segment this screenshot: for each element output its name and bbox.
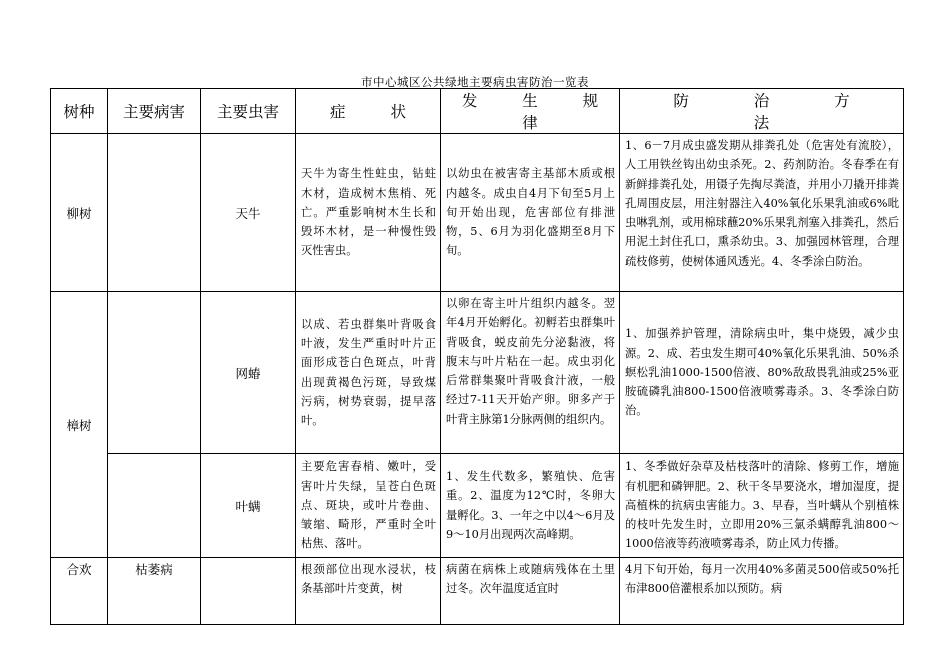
species-cell: 柳树 [51, 134, 108, 292]
header-row [51, 89, 904, 134]
method-cell: 1、6－7月成虫盛发期从排粪孔处（危害处有流胶），人工用铁丝钩出幼虫杀死。2、药剂防治。冬春季在有新鲜排粪孔处，用镊子先掏尽粪渣，并用小刀撬开排粪孔周围皮层，用注射器注入40%氧化乐果乳油或6%吡虫啉乳剂，或用棉球蘸20%乐果乳剂塞入排粪孔，然后用泥土封住孔口，熏杀幼虫。3、加强园林管理，合理疏枝修剪，使树体通风透光。4、冬季涂白防治。 [620, 134, 904, 292]
method-cell: 1、冬季做好杂草及枯枝落叶的清除、修剪工作，增施有机肥和磷钾肥。2、秋干冬旱要浇水，增加湿度，提高植株的抗病虫害能力。3、早春，当叶螨从个别植株的枝叶先发生时，立即用20%三氯杀螨醇乳油800～1000倍液等药液喷雾毒杀，防止风力传播。 [620, 454, 904, 558]
table-row [51, 292, 904, 454]
symptom-cell: 根颈部位出现水浸状，枝条基部叶片变黄，树 [296, 558, 441, 625]
header-disease: 主要病害 [108, 89, 201, 134]
header-species: 树种 [51, 89, 108, 134]
header-method: 防 治 方 法 [620, 89, 904, 134]
header-pattern: 发 生 规 律 [441, 89, 620, 134]
symptom-cell: 主要危害春梢、嫩叶，受害叶片失绿，呈苍白色斑点、斑块，或叶片卷曲、皱缩、畸形，严重时全叶枯焦、落叶。 [296, 454, 441, 558]
disease-cell [108, 292, 201, 454]
pattern-cell: 以卵在寄主叶片组织内越冬。翌年4月开始孵化。初孵若虫群集叶背吸食，蜕皮前先分泌黏液，将腹末与叶片粘在一起。成虫羽化后常群集聚叶背吸食汁液，一般经过7-11天开始产卵。卵多产于叶背主脉第1分脉两侧的组织内。 [441, 292, 620, 454]
pattern-cell: 病菌在病株上或随病残体在土里过冬。次年温度适宜时 [441, 558, 620, 625]
disease-cell [108, 454, 201, 558]
pattern-cell: 1、发生代数多，繁殖快、危害重。2、温度为12℃时，冬卵大量孵化。3、一年之中以4～6月及9～10月出现两次高峰期。 [441, 454, 620, 558]
table-row [51, 134, 904, 292]
disease-cell [108, 134, 201, 292]
table-row [51, 558, 904, 625]
pest-control-table [50, 88, 904, 625]
symptom-cell: 天牛为寄生性蛀虫，钻蛀木材，造成树木焦梢、死亡。严重影响树木生长和毁坏木材，是一种慢性毁灭性害虫。 [296, 134, 441, 292]
header-pest: 主要虫害 [201, 89, 296, 134]
table-row [51, 454, 904, 558]
species-cell: 合欢 [51, 558, 108, 625]
pest-cell: 天牛 [201, 134, 296, 292]
method-cell: 4月下旬开始，每月一次用40%多菌灵500倍或50%托布津800倍灌根系加以预防。病 [620, 558, 904, 625]
pest-cell [201, 558, 296, 625]
method-cell: 1、加强养护管理，清除病虫叶，集中烧毁，减少虫源。2、成、若虫发生期可40%氧化乐果乳油、50%杀螟松乳油1000-1500倍液、80%敌敌畏乳油或25%亚胺硫磷乳油800-1500倍液喷雾毒杀。3、冬季涂白防治。 [620, 292, 904, 454]
document-title: 市中心城区公共绿地主要病虫害防治一览表 [361, 75, 589, 89]
symptom-cell: 以成、若虫群集叶背吸食叶液，发生严重时叶片正面形成苍白色斑点，叶背出现黄褐色污斑，导致煤污病，树势衰弱，提早落叶。 [296, 292, 441, 454]
species-cell: 樟树 [51, 292, 108, 558]
pattern-cell: 以幼虫在被害寄主基部木质或根内越冬。成虫自4月下旬至5月上旬开始出现，危害部位有排泄物，5、6月为羽化盛期至8月下旬。 [441, 134, 620, 292]
pest-cell: 网蝽 [201, 292, 296, 454]
header-symptom: 症 状 [296, 89, 441, 134]
pest-cell: 叶螨 [201, 454, 296, 558]
disease-cell: 枯萎病 [108, 558, 201, 625]
